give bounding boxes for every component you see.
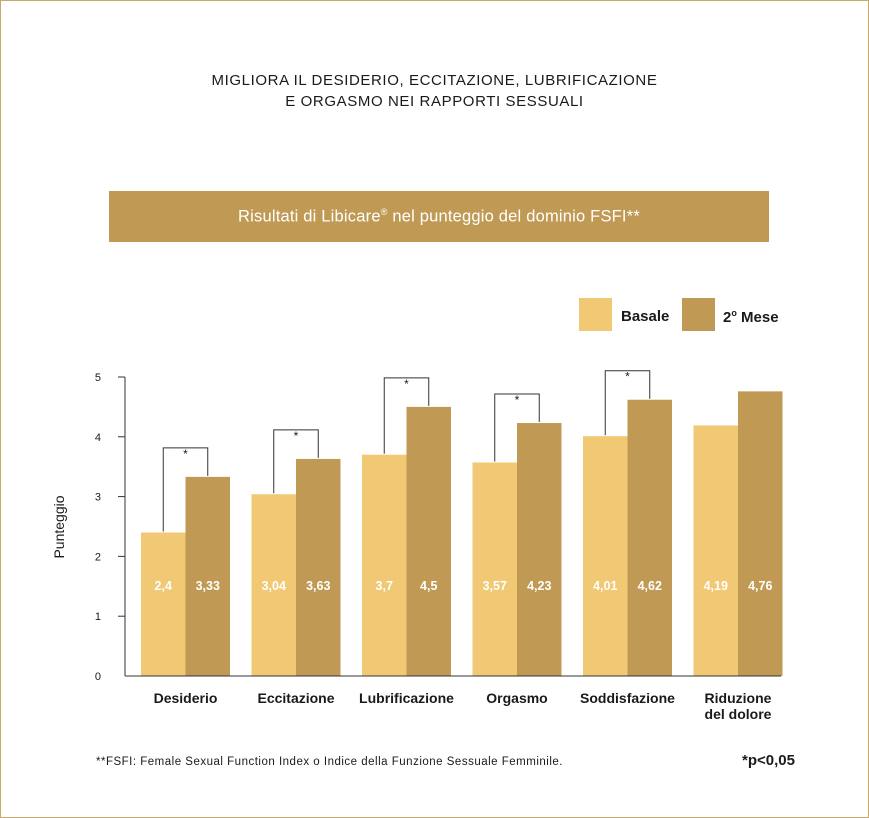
x-category-label: Soddisfazione — [580, 690, 675, 706]
x-category-label: Riduzione — [704, 690, 772, 706]
legend-label-2-mese-num: 2 — [723, 309, 732, 326]
bar-2-mese — [296, 459, 341, 676]
bar-2-mese — [738, 391, 783, 676]
bar-basale — [583, 436, 628, 676]
bar-value-label: 3,04 — [261, 579, 286, 593]
bar-value-label: 4,76 — [748, 579, 773, 593]
bar-basale — [141, 532, 186, 676]
bar-value-label: 2,4 — [154, 579, 172, 593]
bar-value-label: 4,01 — [593, 579, 618, 593]
chart-title-text-after: nel punteggio del dominio FSFI** — [387, 207, 640, 226]
bar-2-mese — [517, 423, 562, 676]
registered-mark: ® — [380, 206, 388, 217]
bar-basale — [362, 455, 407, 676]
significance-star: * — [625, 369, 630, 384]
bar-value-label: 4,5 — [420, 579, 438, 593]
x-category-label: del dolore — [704, 706, 772, 722]
headline-line-2: E ORGASMO NEI RAPPORTI SESSUALI — [285, 93, 584, 110]
significance-star: * — [293, 428, 299, 443]
significance-star: * — [183, 446, 188, 461]
x-category-label: Desiderio — [153, 690, 218, 706]
legend-label-basale: Basale — [621, 308, 670, 325]
y-tick-label: 5 — [94, 372, 101, 384]
y-tick-label: 0 — [94, 671, 101, 683]
bar-basale — [473, 463, 518, 676]
legend-label-2-mese-sup: o — [731, 308, 737, 318]
significance-star: * — [404, 376, 409, 391]
bar-value-label: 4,19 — [703, 579, 728, 593]
headline-line-1: MIGLIORA IL DESIDERIO, ECCITAZIONE, LUBRIFICAZIONE — [211, 72, 658, 89]
footnote: **FSFI: Female Sexual Function Index o Indice della Funzione Sessuale Femminile. — [96, 756, 563, 768]
bar-2-mese — [186, 477, 231, 676]
bar-value-label: 4,23 — [527, 579, 552, 593]
bar-value-label: 3,63 — [306, 579, 331, 593]
y-tick-label: 1 — [94, 611, 101, 624]
y-tick-label: 3 — [94, 491, 101, 504]
x-category-label: Eccitazione — [257, 690, 335, 706]
legend-label-2-mese-text: Mese — [736, 309, 779, 326]
bar-value-label: 3,33 — [195, 579, 220, 593]
bar-value-label: 3,7 — [375, 579, 393, 593]
bar-2-mese — [407, 407, 452, 676]
bar-2-mese — [628, 400, 673, 676]
y-tick-label: 2 — [94, 551, 101, 564]
chart-title-text: Risultati di Libicare — [238, 207, 381, 226]
bar-value-label: 3,57 — [482, 579, 507, 593]
x-category-label: Lubrificazione — [359, 690, 454, 706]
significance-star: * — [514, 393, 520, 408]
y-tick-label: 4 — [94, 431, 101, 444]
y-axis-label: Punteggio — [51, 495, 67, 559]
bar-value-label: 4,62 — [637, 579, 662, 593]
x-category-label: Orgasmo — [486, 690, 548, 706]
significance-note: *p<0,05 — [742, 752, 795, 769]
bar-basale — [694, 425, 739, 676]
